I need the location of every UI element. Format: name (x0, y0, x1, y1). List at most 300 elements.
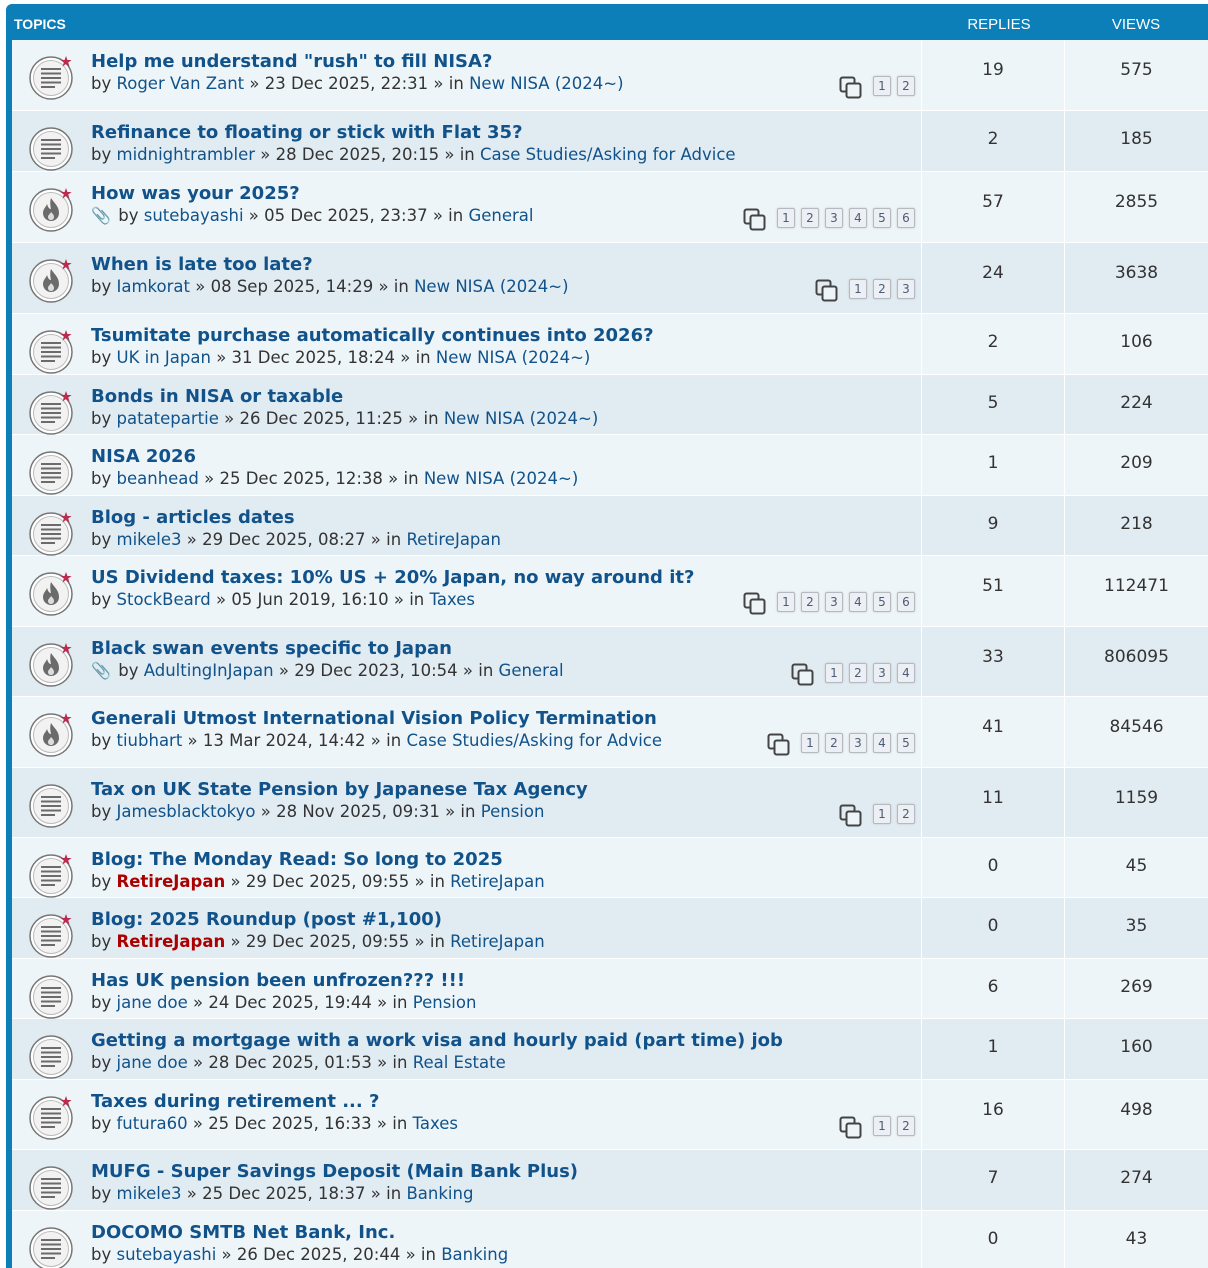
topic-cell (12, 435, 922, 495)
page-link[interactable]: 1 (777, 592, 795, 612)
topic-row (12, 768, 1208, 838)
replies-cell (922, 111, 1065, 171)
in-label: in (460, 802, 476, 821)
topic-cell (12, 1150, 922, 1210)
views-count: 43 (1125, 1229, 1148, 1249)
by-label: by (91, 469, 112, 488)
forum-link[interactable]: Case Studies/Asking for Advice (479, 145, 736, 164)
author-link[interactable]: mikele3 (116, 1184, 182, 1203)
forum-link[interactable]: New NISA (2024~) (469, 74, 624, 93)
topic-cell (12, 697, 922, 767)
forum-link[interactable]: General (468, 206, 534, 225)
topic-title-link[interactable]: US Dividend taxes: 10% US + 20% Japan, no way around it? (91, 567, 695, 588)
pages-icon (743, 208, 767, 236)
topic-cell (12, 768, 922, 837)
in-label: in (415, 348, 431, 367)
replies-count: 0 (987, 916, 999, 936)
header-replies: REPLIES (967, 16, 1031, 33)
by-label: by (91, 277, 112, 296)
replies-cell (922, 375, 1065, 434)
pages-icon (839, 804, 863, 832)
header-views: VIEWS (1111, 16, 1161, 33)
page-link[interactable]: 4 (897, 663, 915, 683)
replies-cell (922, 243, 1065, 313)
topic-meta: by patatepartie » 26 Dec 2025, 11:25 » in New NISA (2024~) (91, 409, 599, 428)
topic-cell (12, 1080, 922, 1149)
page-link[interactable]: 6 (897, 208, 915, 228)
replies-count: 57 (982, 192, 1004, 212)
page-link[interactable]: 2 (825, 733, 843, 753)
forum-link[interactable]: Real Estate (412, 1053, 506, 1072)
topic-row (12, 375, 1208, 435)
forum-link[interactable]: New NISA (2024~) (443, 409, 599, 428)
in-label: in (386, 731, 402, 750)
topic-list (6, 4, 1208, 1268)
by-label: by (91, 993, 112, 1012)
replies-cell (922, 898, 1065, 958)
author-link[interactable]: mikele3 (116, 530, 182, 549)
topic-read-icon (28, 782, 74, 828)
topic-row (12, 1150, 1208, 1211)
by-label: by (91, 731, 112, 750)
topic-cell (12, 496, 922, 555)
in-label: in (386, 1184, 402, 1203)
page-link[interactable]: 1 (825, 663, 843, 683)
author-link[interactable]: Iamkorat (116, 277, 190, 296)
author-link[interactable]: beanhead (116, 469, 199, 488)
by-label: by (91, 1053, 112, 1072)
post-date: 28 Dec 2025, 01:53 (208, 1053, 372, 1072)
replies-count: 11 (982, 788, 1004, 808)
topic-meta: by RetireJapan » 29 Dec 2025, 09:55 » in RetireJapan (91, 932, 545, 951)
post-date: 13 Mar 2024, 14:42 (202, 731, 366, 750)
replies-cell (922, 172, 1065, 242)
views-cell (1065, 1080, 1208, 1149)
pagination (839, 1116, 921, 1138)
replies-cell (922, 1019, 1065, 1079)
page-link[interactable]: 3 (897, 279, 915, 299)
topic-meta: by Iamkorat » 08 Sep 2025, 14:29 » in New NISA (2024~) (91, 277, 569, 296)
page-link[interactable]: 1 (849, 279, 867, 299)
in-label: in (423, 409, 439, 428)
topic-title-link[interactable]: Getting a mortgage with a work visa and hourly paid (part time) job (91, 1030, 783, 1051)
post-date: 24 Dec 2025, 19:44 (208, 993, 372, 1012)
page-link[interactable]: 3 (825, 208, 843, 228)
header-topics: TOPICS (14, 16, 66, 32)
topic-read-icon (28, 1033, 74, 1079)
topic-cell (12, 40, 922, 110)
views-count: 209 (1120, 453, 1153, 473)
hot-topic-icon (28, 711, 74, 757)
replies-cell (922, 314, 1065, 374)
topic-meta: by sutebayashi » 26 Dec 2025, 20:44 » in Banking (91, 1245, 509, 1264)
post-date: 26 Dec 2025, 20:44 (236, 1245, 401, 1264)
by-label: by (91, 530, 112, 549)
in-label: in (386, 530, 402, 549)
views-cell (1065, 1150, 1208, 1210)
topic-meta: by RetireJapan » 29 Dec 2025, 09:55 » in RetireJapan (91, 872, 545, 891)
views-count: 269 (1120, 977, 1153, 997)
page-link[interactable]: 1 (873, 804, 891, 824)
pagination (839, 804, 921, 826)
paperclip-icon: 📎 (91, 661, 111, 680)
views-cell (1065, 496, 1208, 555)
views-cell (1065, 627, 1208, 696)
forum-link[interactable]: Case Studies/Asking for Advice (406, 731, 663, 750)
post-date: 29 Dec 2025, 08:27 (202, 530, 366, 549)
replies-count: 16 (982, 1100, 1004, 1120)
post-date: 28 Nov 2025, 09:31 (276, 802, 440, 821)
in-label: in (429, 932, 445, 951)
topic-title-link[interactable]: Tax on UK State Pension by Japanese Tax Agency (91, 779, 588, 800)
post-date: 29 Dec 2025, 09:55 (245, 872, 410, 891)
replies-count: 51 (982, 576, 1004, 596)
replies-count: 1 (987, 453, 999, 473)
topic-row (12, 1080, 1208, 1150)
forum-link[interactable]: New NISA (2024~) (414, 277, 569, 296)
topic-title-link[interactable]: Help me understand "rush" to fill NISA? (91, 51, 493, 72)
replies-count: 2 (987, 129, 999, 149)
by-label: by (91, 802, 112, 821)
author-link[interactable]: Jamesblacktokyo (116, 802, 256, 821)
in-label: in (392, 1053, 408, 1072)
views-cell (1065, 375, 1208, 434)
replies-count: 19 (982, 60, 1004, 80)
views-count: 35 (1125, 916, 1148, 936)
topic-row (12, 697, 1208, 768)
in-label: in (409, 590, 425, 609)
topic-cell (12, 172, 922, 242)
topic-meta: by UK in Japan » 31 Dec 2025, 18:24 » in New NISA (2024~) (91, 348, 591, 367)
views-count: 224 (1120, 393, 1153, 413)
replies-cell (922, 768, 1065, 837)
pages-icon (839, 76, 863, 104)
topic-title-link[interactable]: Blog - articles dates (91, 507, 295, 528)
views-count: 160 (1120, 1037, 1153, 1057)
in-label: in (403, 469, 419, 488)
forum-link[interactable]: RetireJapan (450, 872, 545, 891)
page-link[interactable]: 3 (873, 663, 891, 683)
replies-count: 7 (987, 1168, 999, 1188)
views-count: 2855 (1114, 192, 1159, 212)
views-count: 106 (1120, 332, 1153, 352)
page-link[interactable]: 3 (825, 592, 843, 612)
topic-cell (12, 959, 922, 1018)
topic-cell (12, 556, 922, 626)
author-link[interactable]: sutebayashi (116, 1245, 217, 1264)
views-count: 3638 (1114, 263, 1159, 283)
author-link[interactable]: tiubhart (116, 731, 183, 750)
topic-meta: by midnightrambler » 28 Dec 2025, 20:15 » in Case Studies/Asking for Advice (91, 145, 736, 164)
forum-link[interactable]: Banking (406, 1184, 474, 1203)
page-link[interactable]: 2 (801, 592, 819, 612)
topic-title-link[interactable]: When is late too late? (91, 254, 313, 275)
topic-title-link[interactable]: DOCOMO SMTB Net Bank, Inc. (91, 1222, 396, 1243)
page-link[interactable]: 5 (873, 208, 891, 228)
topic-title-link[interactable]: MUFG - Super Savings Deposit (Main Bank Plus) (91, 1161, 579, 1182)
pagination (791, 663, 921, 685)
topic-row (12, 172, 1208, 243)
page-link[interactable]: 2 (897, 804, 915, 824)
forum-link[interactable]: Pension (480, 802, 545, 821)
topic-row (12, 496, 1208, 556)
hot-topic-icon (28, 641, 74, 687)
topic-title-link[interactable]: NISA 2026 (91, 446, 197, 467)
replies-cell (922, 496, 1065, 555)
page-link[interactable]: 1 (873, 1116, 891, 1136)
author-link[interactable]: Roger Van Zant (116, 74, 245, 93)
post-date: 05 Jun 2019, 16:10 (231, 590, 389, 609)
page-link[interactable]: 5 (897, 733, 915, 753)
topic-cell (12, 1211, 922, 1268)
replies-cell (922, 1211, 1065, 1268)
in-label: in (393, 277, 409, 296)
topic-row (12, 627, 1208, 697)
forum-link[interactable]: RetireJapan (450, 932, 545, 951)
replies-count: 6 (987, 977, 999, 997)
forum-link[interactable]: New NISA (2024~) (423, 469, 579, 488)
in-label: in (478, 661, 494, 680)
page-link[interactable]: 3 (849, 733, 867, 753)
topic-title-link[interactable]: Refinance to floating or stick with Flat 35? (91, 122, 523, 143)
topic-title-link[interactable]: Blog: The Monday Read: So long to 2025 (91, 849, 503, 870)
topic-row (12, 435, 1208, 496)
post-date: 26 Dec 2025, 11:25 (239, 409, 403, 428)
views-count: 185 (1120, 129, 1153, 149)
in-label: in (459, 145, 475, 164)
in-label: in (392, 1114, 408, 1133)
by-label: by (91, 932, 112, 951)
views-cell (1065, 1211, 1208, 1268)
page-link[interactable]: 1 (777, 208, 795, 228)
in-label: in (420, 1245, 436, 1264)
topic-row (12, 898, 1208, 959)
pagination (815, 279, 921, 301)
topic-meta: by futura60 » 25 Dec 2025, 16:33 » in Taxes (91, 1114, 458, 1133)
by-label: by (91, 590, 112, 609)
author-link[interactable]: jane doe (116, 1053, 188, 1072)
page-link[interactable]: 1 (801, 733, 819, 753)
hot-topic-icon (28, 570, 74, 616)
page-link[interactable]: 2 (801, 208, 819, 228)
by-label: by (91, 74, 112, 93)
topic-title-link[interactable]: Blog: 2025 Roundup (post #1,100) (91, 909, 442, 930)
views-cell (1065, 1019, 1208, 1079)
topic-read-icon (28, 328, 74, 374)
replies-cell (922, 435, 1065, 495)
author-link[interactable]: StockBeard (116, 590, 211, 609)
by-label: by (91, 1245, 112, 1264)
page-link[interactable]: 4 (849, 208, 867, 228)
page-link[interactable]: 6 (897, 592, 915, 612)
in-label: in (392, 993, 408, 1012)
topic-meta: by Jamesblacktokyo » 28 Nov 2025, 09:31 » in Pension (91, 802, 545, 821)
topic-read-icon (28, 912, 74, 958)
forum-link[interactable]: Taxes (429, 590, 475, 609)
post-date: 31 Dec 2025, 18:24 (231, 348, 395, 367)
post-date: 05 Dec 2025, 23:37 (264, 206, 428, 225)
pagination (767, 733, 921, 755)
replies-count: 5 (987, 393, 999, 413)
topic-title-link[interactable]: Has UK pension been unfrozen??? !!! (91, 970, 466, 991)
topic-meta: by Roger Van Zant » 23 Dec 2025, 22:31 » in New NISA (2024~) (91, 74, 624, 93)
forum-link[interactable]: RetireJapan (406, 530, 501, 549)
topic-row (12, 556, 1208, 627)
topic-title-link[interactable]: Black swan events specific to Japan (91, 638, 452, 659)
in-label: in (448, 74, 464, 93)
hot-topic-icon (28, 186, 74, 232)
topic-cell (12, 111, 922, 171)
pagination (743, 592, 921, 614)
by-label: by (91, 409, 112, 428)
page-link[interactable]: 2 (897, 76, 915, 96)
by-label: by (91, 1184, 112, 1203)
replies-cell (922, 1150, 1065, 1210)
topic-meta: 📎 by AdultingInJapan » 29 Dec 2023, 10:54 » in General (91, 661, 564, 680)
views-count: 218 (1120, 514, 1153, 534)
pages-icon (767, 733, 791, 761)
author-link[interactable]: midnightrambler (116, 145, 256, 164)
author-link[interactable]: RetireJapan (116, 932, 226, 951)
author-link[interactable]: jane doe (116, 993, 188, 1012)
author-link[interactable]: UK in Japan (116, 348, 211, 367)
replies-count: 2 (987, 332, 999, 352)
topic-cell (12, 314, 922, 374)
page-link[interactable]: 4 (849, 592, 867, 612)
replies-cell (922, 40, 1065, 110)
views-count: 84546 (1109, 717, 1164, 737)
author-link[interactable]: sutebayashi (143, 206, 244, 225)
topic-cell (12, 1019, 922, 1079)
views-cell (1065, 898, 1208, 958)
replies-cell (922, 627, 1065, 696)
topic-cell (12, 375, 922, 434)
topic-row (12, 40, 1208, 111)
topic-meta: by StockBeard » 05 Jun 2019, 16:10 » in Taxes (91, 590, 475, 609)
topic-meta: by tiubhart » 13 Mar 2024, 14:42 » in Case Studies/Asking for Advice (91, 731, 663, 750)
in-label: in (448, 206, 464, 225)
topic-row (12, 1211, 1208, 1268)
topic-row (12, 314, 1208, 375)
topic-row (12, 959, 1208, 1019)
author-link[interactable]: RetireJapan (116, 872, 226, 891)
topic-cell (12, 898, 922, 958)
author-link[interactable]: AdultingInJapan (143, 661, 274, 680)
topic-meta: by jane doe » 24 Dec 2025, 19:44 » in Pension (91, 993, 477, 1012)
topic-read-icon (28, 54, 74, 100)
post-date: 29 Dec 2025, 09:55 (245, 932, 410, 951)
views-count: 112471 (1104, 576, 1169, 596)
page-link[interactable]: 2 (849, 663, 867, 683)
pagination (839, 76, 921, 98)
by-label: by (91, 1114, 112, 1133)
views-cell (1065, 697, 1208, 767)
topic-read-icon (28, 389, 74, 435)
topic-cell (12, 627, 922, 696)
pages-icon (791, 663, 815, 691)
views-count: 806095 (1104, 647, 1169, 667)
views-count: 575 (1120, 60, 1153, 80)
pages-icon (815, 279, 839, 307)
pages-icon (839, 1116, 863, 1144)
post-date: 08 Sep 2025, 14:29 (210, 277, 374, 296)
views-cell (1065, 40, 1208, 110)
post-date: 25 Dec 2025, 16:33 (208, 1114, 372, 1133)
forum-link[interactable]: Banking (441, 1245, 509, 1264)
views-cell (1065, 959, 1208, 1018)
topic-read-icon (28, 852, 74, 898)
topic-title-link[interactable]: Bonds in NISA or taxable (91, 386, 344, 407)
replies-cell (922, 1080, 1065, 1149)
replies-count: 33 (982, 647, 1004, 667)
replies-cell (922, 959, 1065, 1018)
topic-meta: by beanhead » 25 Dec 2025, 12:38 » in New NISA (2024~) (91, 469, 579, 488)
views-cell (1065, 556, 1208, 626)
topic-read-icon (28, 125, 74, 171)
forum-link[interactable]: New NISA (2024~) (435, 348, 591, 367)
views-cell (1065, 111, 1208, 171)
replies-cell (922, 697, 1065, 767)
replies-count: 9 (987, 514, 999, 534)
replies-count: 24 (982, 263, 1004, 283)
topic-list-header (6, 4, 1208, 40)
hot-topic-icon (28, 257, 74, 303)
by-label: by (91, 145, 112, 164)
page-link[interactable]: 2 (873, 279, 891, 299)
replies-count: 1 (987, 1037, 999, 1057)
views-cell (1065, 838, 1208, 897)
post-date: 29 Dec 2023, 10:54 (294, 661, 458, 680)
page-link[interactable]: 2 (897, 1116, 915, 1136)
topic-read-icon (28, 1164, 74, 1210)
page-link[interactable]: 4 (873, 733, 891, 753)
topic-row (12, 111, 1208, 172)
topic-read-icon (28, 510, 74, 556)
replies-count: 0 (987, 1229, 999, 1249)
views-cell (1065, 172, 1208, 242)
topic-title-link[interactable]: Generali Utmost International Vision Policy Termination (91, 708, 657, 729)
topic-cell (12, 243, 922, 313)
author-link[interactable]: futura60 (116, 1114, 188, 1133)
topic-row (12, 243, 1208, 314)
by-label: by (91, 348, 112, 367)
topic-row (12, 1019, 1208, 1080)
topic-meta: by mikele3 » 25 Dec 2025, 18:37 » in Banking (91, 1184, 474, 1203)
views-count: 45 (1125, 856, 1148, 876)
forum-link[interactable]: Pension (412, 993, 477, 1012)
views-count: 1159 (1114, 788, 1159, 808)
topic-row (12, 838, 1208, 898)
page-link[interactable]: 1 (873, 76, 891, 96)
topic-meta: 📎 by sutebayashi » 05 Dec 2025, 23:37 » in General (91, 206, 534, 225)
views-cell (1065, 435, 1208, 495)
page-link[interactable]: 5 (873, 592, 891, 612)
replies-cell (922, 838, 1065, 897)
in-label: in (429, 872, 445, 891)
topic-read-icon (28, 973, 74, 1019)
topic-title-link[interactable]: Taxes during retirement ... ? (91, 1091, 380, 1112)
forum-link[interactable]: Taxes (412, 1114, 458, 1133)
post-date: 23 Dec 2025, 22:31 (264, 74, 429, 93)
replies-count: 41 (982, 717, 1004, 737)
topic-rows (12, 40, 1208, 1268)
topic-title-link[interactable]: Tsumitate purchase automatically continues into 2026? (91, 325, 654, 346)
author-link[interactable]: patatepartie (116, 409, 219, 428)
forum-link[interactable]: General (498, 661, 564, 680)
views-cell (1065, 768, 1208, 837)
topic-read-icon (28, 1225, 74, 1268)
topic-title-link[interactable]: How was your 2025? (91, 183, 300, 204)
